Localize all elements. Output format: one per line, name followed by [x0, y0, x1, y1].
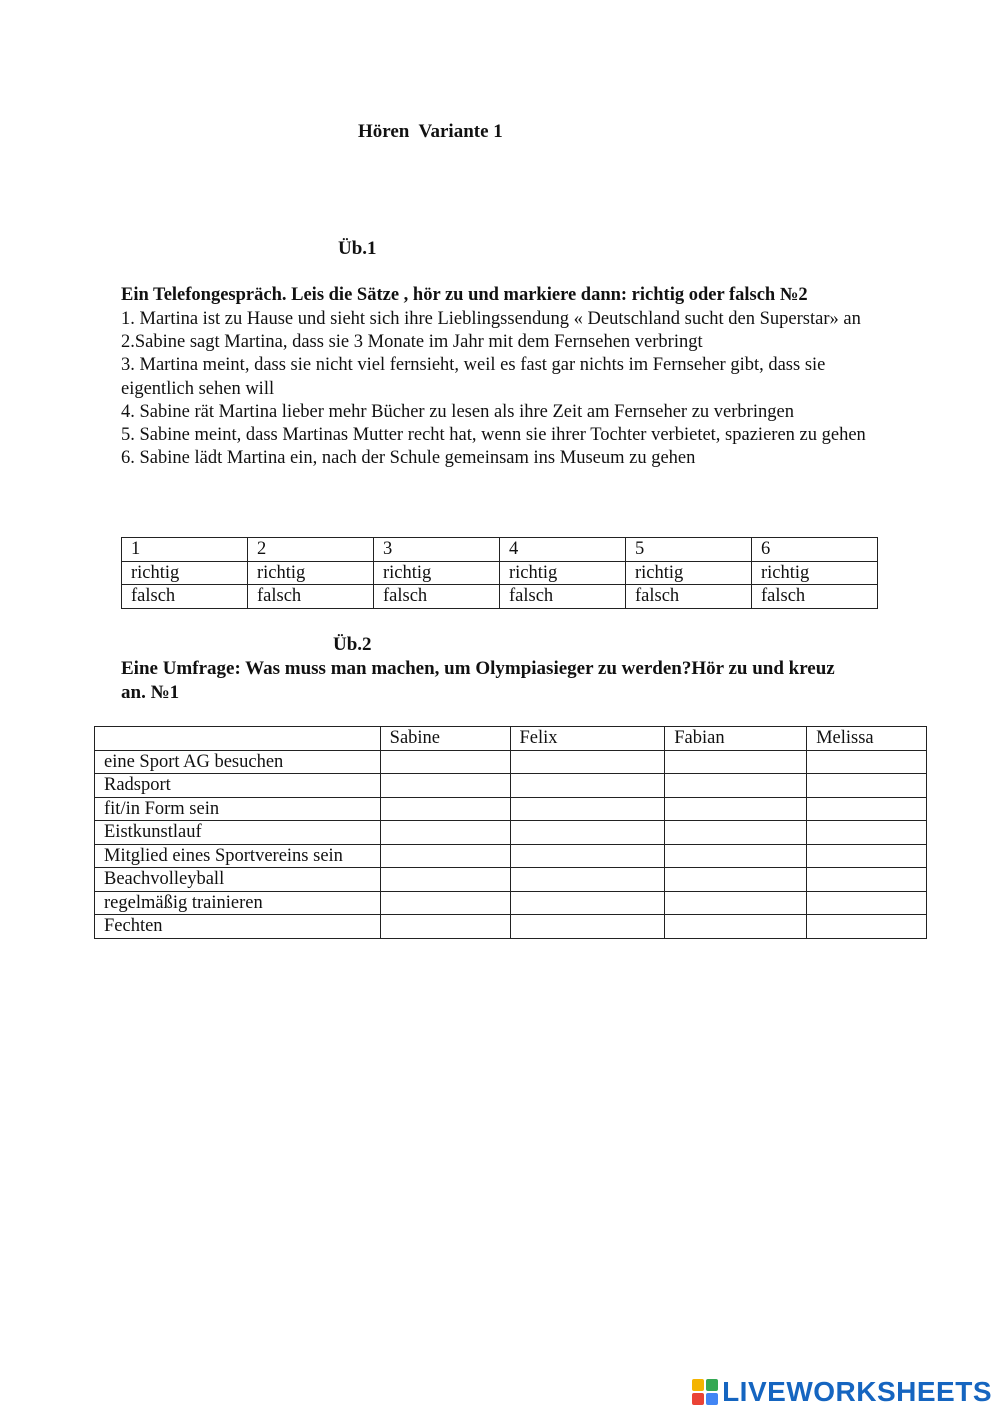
answer-cell[interactable] — [807, 797, 927, 821]
falsch-row — [122, 585, 878, 609]
falsch-option-3[interactable]: falsch — [374, 585, 500, 609]
answer-cell[interactable] — [807, 915, 927, 939]
number-cell: 4 — [500, 538, 626, 562]
number-cell: 3 — [374, 538, 500, 562]
table-row — [95, 868, 927, 892]
row-label: Beachvolleyball — [95, 868, 381, 892]
answer-cell[interactable] — [510, 750, 665, 774]
table-row — [95, 891, 927, 915]
exercise-1-sentences — [121, 308, 881, 470]
answer-cell[interactable] — [380, 844, 510, 868]
exercise-2-survey-table — [94, 726, 927, 939]
answer-cell[interactable] — [665, 774, 807, 798]
exercise-1-heading: Üb.1 — [338, 238, 377, 259]
header-felix: Felix — [510, 727, 665, 751]
table-row — [95, 797, 927, 821]
row-label: eine Sport AG besuchen — [95, 750, 381, 774]
answer-cell[interactable] — [380, 750, 510, 774]
number-cell: 5 — [626, 538, 752, 562]
row-label: Radsport — [95, 774, 381, 798]
answer-cell[interactable] — [380, 868, 510, 892]
answer-cell[interactable] — [380, 821, 510, 845]
exercise-2-heading: Üb.2 — [333, 634, 372, 655]
table-row — [95, 750, 927, 774]
table-row — [95, 844, 927, 868]
row-label: Eistkunstlauf — [95, 821, 381, 845]
number-row — [122, 538, 878, 562]
falsch-option-2[interactable]: falsch — [248, 585, 374, 609]
sentence-4: 4. Sabine rät Martina lieber mehr Bücher zu lesen als ihre Zeit am Fernseher zu verbringen — [121, 401, 794, 422]
answer-cell[interactable] — [380, 774, 510, 798]
liveworksheets-logo — [692, 1376, 992, 1408]
answer-cell[interactable] — [665, 844, 807, 868]
answer-cell[interactable] — [807, 844, 927, 868]
liveworksheets-logo-text: LIVEWORKSHEETS — [722, 1376, 992, 1407]
richtig-option-2[interactable]: richtig — [248, 561, 374, 585]
exercise-2-instruction: Eine Umfrage: Was muss man machen, um Olympiasieger zu werden?Hör zu und kreuz an. №1 — [121, 658, 835, 703]
answer-cell[interactable] — [510, 821, 665, 845]
answer-cell[interactable] — [380, 797, 510, 821]
richtig-option-1[interactable]: richtig — [122, 561, 248, 585]
answer-cell[interactable] — [665, 868, 807, 892]
richtig-option-6[interactable]: richtig — [752, 561, 878, 585]
answer-cell[interactable] — [807, 821, 927, 845]
row-label: regelmäßig trainieren — [95, 891, 381, 915]
sentence-2: 2.Sabine sagt Martina, dass sie 3 Monate im Jahr mit dem Fernsehen verbringt — [121, 332, 703, 353]
number-cell: 6 — [752, 538, 878, 562]
header-sabine: Sabine — [380, 727, 510, 751]
answer-cell[interactable] — [510, 797, 665, 821]
answer-cell[interactable] — [510, 915, 665, 939]
logo-square-green — [706, 1379, 718, 1391]
number-cell: 2 — [248, 538, 374, 562]
richtig-option-3[interactable]: richtig — [374, 561, 500, 585]
answer-cell[interactable] — [665, 915, 807, 939]
answer-cell[interactable] — [510, 844, 665, 868]
answer-cell[interactable] — [665, 750, 807, 774]
header-fabian: Fabian — [665, 727, 807, 751]
falsch-option-1[interactable]: falsch — [122, 585, 248, 609]
table-row — [95, 915, 927, 939]
answer-cell[interactable] — [665, 821, 807, 845]
falsch-option-5[interactable]: falsch — [626, 585, 752, 609]
answer-cell[interactable] — [510, 868, 665, 892]
richtig-option-5[interactable]: richtig — [626, 561, 752, 585]
row-label: Fechten — [95, 915, 381, 939]
answer-cell[interactable] — [510, 891, 665, 915]
logo-square-yellow — [692, 1379, 704, 1391]
logo-square-red — [692, 1393, 704, 1405]
answer-cell[interactable] — [380, 915, 510, 939]
sentence-1: 1. Martina ist zu Hause und sieht sich ihre Lieblingssendung « Deutschland sucht den Superstar» an — [121, 309, 861, 329]
logo-square-blue — [706, 1393, 718, 1405]
number-cell: 1 — [122, 538, 248, 562]
answer-cell[interactable] — [665, 891, 807, 915]
header-row — [95, 727, 927, 751]
answer-cell[interactable] — [807, 750, 927, 774]
sentence-5: 5. Sabine meint, dass Martinas Mutter recht hat, wenn sie ihrer Tochter verbietet, spazieren zu gehen — [121, 425, 866, 446]
falsch-option-4[interactable]: falsch — [500, 585, 626, 609]
richtig-row — [122, 561, 878, 585]
sentence-3: 3. Martina meint, dass sie nicht viel fernsieht, weil es fast gar nichts im Fernseher gibt, dass sie eigentlich sehen will — [121, 355, 826, 399]
row-label: fit/in Form sein — [95, 797, 381, 821]
sentence-6: 6. Sabine lädt Martina ein, nach der Schule gemeinsam ins Museum zu gehen — [121, 448, 696, 469]
table-row — [95, 774, 927, 798]
answer-cell[interactable] — [665, 797, 807, 821]
answer-cell[interactable] — [807, 891, 927, 915]
table-row — [95, 821, 927, 845]
answer-cell[interactable] — [807, 774, 927, 798]
answer-cell[interactable] — [807, 868, 927, 892]
header-empty-cell — [95, 727, 381, 751]
row-label: Mitglied eines Sportvereins sein — [95, 844, 381, 868]
page-title: Hören Variante 1 — [358, 121, 503, 142]
exercise-1-answer-table — [121, 537, 878, 609]
richtig-option-4[interactable]: richtig — [500, 561, 626, 585]
answer-cell[interactable] — [510, 774, 665, 798]
header-melissa: Melissa — [807, 727, 927, 751]
falsch-option-6[interactable]: falsch — [752, 585, 878, 609]
liveworksheets-logo-icon — [692, 1379, 718, 1405]
answer-cell[interactable] — [380, 891, 510, 915]
exercise-1-instruction: Ein Telefongespräch. Leis die Sätze , hör zu und markiere dann: richtig oder falsch №2 — [121, 285, 808, 305]
